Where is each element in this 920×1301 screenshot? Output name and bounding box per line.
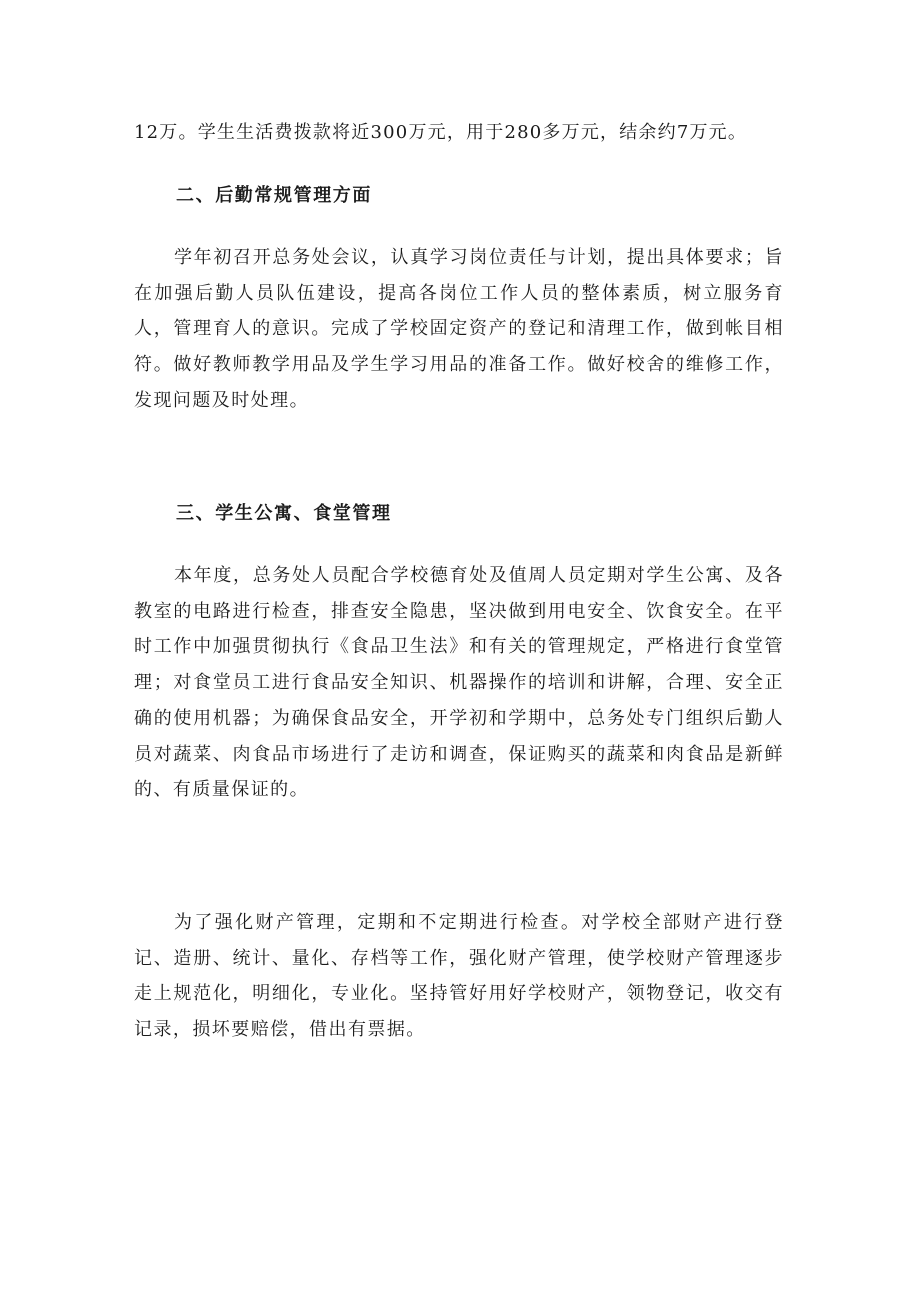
intro-line: 12万。学生生活费拨款将近300万元，用于280多万元，结余约7万元。 bbox=[134, 122, 748, 143]
section-heading-dorm-canteen: 三、学生公寓、食堂管理 bbox=[176, 503, 392, 524]
paragraph-logistics: 学年初召开总务处会议，认真学习岗位责任与计划，提出具体要求；旨在加强后勤人员队伍建设，提高各岗位工作人员的整体素质，树立服务育人，管理育人的意识。完成了学校固定资产的登记和清理工作，做到帐目相符。做好教师教学用品及学生学习用品的准备工作。做好校舍的维修工作，发现问题及时处理。 bbox=[134, 247, 784, 411]
paragraph-dorm-canteen: 本年度，总务处人员配合学校德育处及值周人员定期对学生公寓、及各教室的电路进行检查，排查安全隐患，坚决做到用电安全、饮食安全。在平时工作中加强贯彻执行《食品卫生法》和有关的管理规定，严格进行食堂管理；对食堂员工进行食品安全知识、机器操作的培训和讲解，合理、安全正确的使用机器；为确保食品安全，开学初和学期中，总务处专门组织后勤人员对蔬菜、肉食品市场进行了走访和调查，保证购买的蔬菜和肉食品是新鲜的、有质量保证的。 bbox=[134, 565, 784, 801]
paragraph-property-management: 为了强化财产管理，定期和不定期进行检查。对学校全部财产进行登记、造册、统计、量化、存档等工作，强化财产管理，使学校财产管理逐步走上规范化，明细化，专业化。坚持管好用好学校财产，领物登记，收交有记录，损坏要赔偿，借出有票据。 bbox=[134, 912, 784, 1041]
section-heading-logistics: 二、后勤常规管理方面 bbox=[176, 185, 372, 206]
